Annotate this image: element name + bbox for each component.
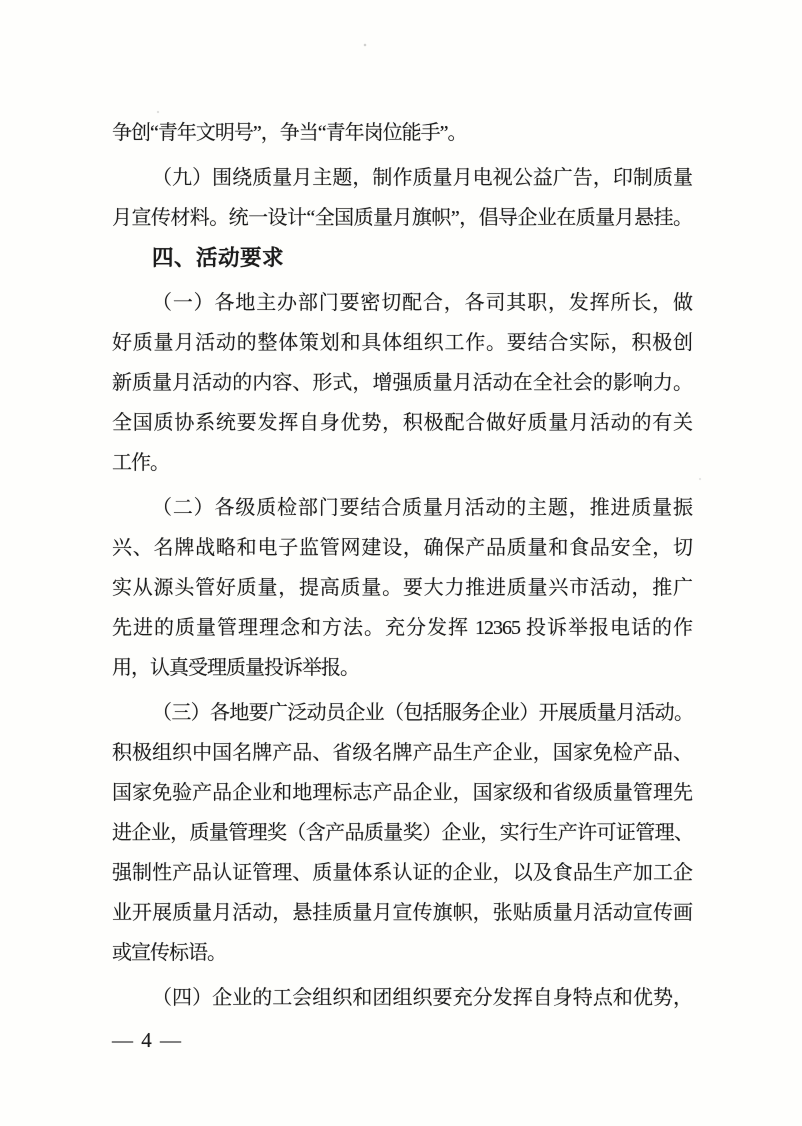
document-line: 工作。	[112, 452, 169, 474]
document-line: （三）各地要广泛动员企业（包括服务企业）开展质量月活动。	[152, 702, 692, 724]
section-heading: 四、活动要求	[152, 246, 285, 270]
document-line: 争创“青年文明号”，争当“青年岗位能手”。	[112, 122, 467, 144]
document-line: 业开展质量月活动，悬挂质量月宣传旗帜，张贴质量月活动宣传画	[112, 902, 692, 924]
document-line: （二）各级质检部门要结合质量月活动的主题，推进质量振	[152, 497, 692, 519]
document-line: （一）各地主办部门要密切配合，各司其职，发挥所长，做	[152, 292, 692, 314]
document-line: 强制性产品认证管理、质量体系认证的企业，以及食品生产加工企	[112, 862, 692, 884]
document-line: （四）企业的工会组织和团组织要充分发挥自身特点和优势，	[152, 987, 692, 1009]
document-line: 新质量月活动的内容、形式，增强质量月活动在全社会的影响力。	[112, 372, 692, 394]
document-line: 全国质协系统要发挥自身优势，积极配合做好质量月活动的有关	[112, 412, 692, 434]
document-line: 进企业，质量管理奖（含产品质量奖）企业，实行生产许可证管理、	[112, 822, 692, 844]
document-line: 积极组织中国名牌产品、省级名牌产品生产企业，国家免检产品、	[112, 742, 692, 764]
document-line: 兴、名牌战略和电子监管网建设，确保产品质量和食品安全，切	[112, 537, 692, 559]
document-line: 实从源头管好质量，提高质量。要大力推进质量兴市活动，推广	[112, 577, 692, 599]
document-line: 用，认真受理质量投诉举报。	[112, 657, 359, 679]
page-number: — 4 —	[112, 1028, 183, 1052]
document-line: 国家免验产品企业和地理标志产品企业，国家级和省级质量管理先	[112, 782, 692, 804]
document-line: 或宣传标语。	[112, 942, 226, 964]
document-line: 好质量月活动的整体策划和具体组织工作。要结合实际，积极创	[112, 332, 692, 354]
document-line: 月宣传材料。统一设计“全国质量月旗帜”，倡导企业在质量月悬挂。	[112, 207, 692, 229]
document-line: （九）围绕质量月主题，制作质量月电视公益广告，印制质量	[152, 167, 692, 189]
document-line: 先进的质量管理理念和方法。充分发挥 12365 投诉举报电话的作	[112, 617, 692, 639]
